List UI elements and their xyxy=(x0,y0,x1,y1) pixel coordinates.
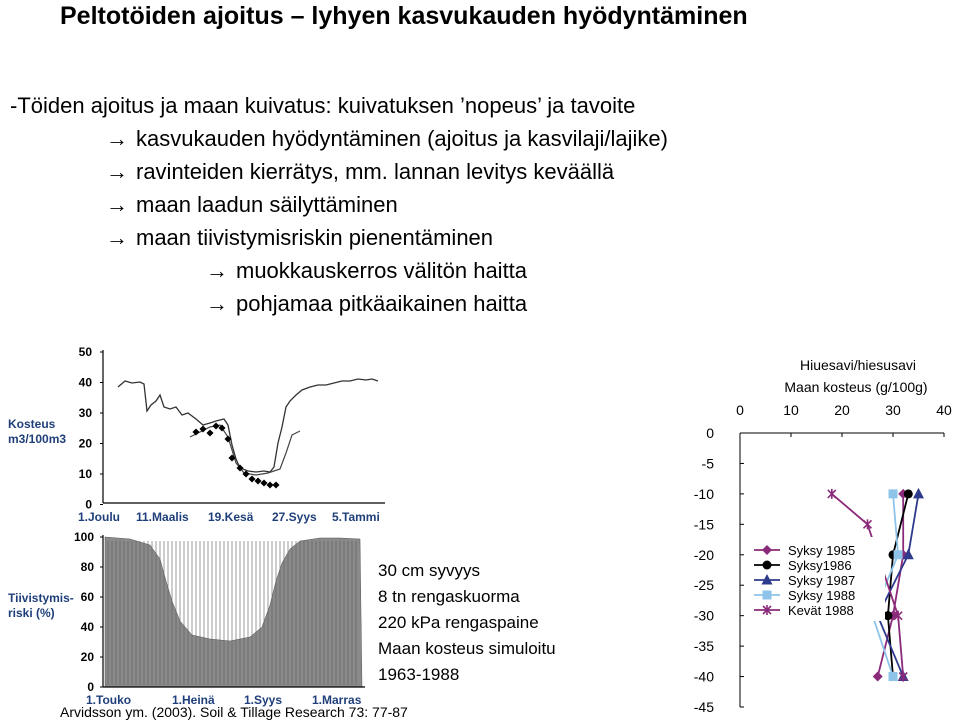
legend-label: Syksy 1985 xyxy=(788,543,856,558)
profile-chart xyxy=(670,340,960,725)
marker-triangle xyxy=(913,488,924,499)
bullet-item xyxy=(106,155,614,188)
y-tick-label: -15 xyxy=(693,516,714,533)
marker-diamond xyxy=(873,672,883,682)
x-tick-label: 30 xyxy=(885,402,901,418)
y-tick-label: -10 xyxy=(693,485,714,502)
marker-square xyxy=(889,672,898,681)
chart-title-line-1: Hiuesavi/hiesusavi xyxy=(800,357,916,373)
moisture-dot xyxy=(206,429,213,436)
bullet-item xyxy=(106,188,398,221)
risk-ylabel-1: Tiivistymis- xyxy=(8,591,74,605)
legend-label: Syksy 1988 xyxy=(788,588,856,603)
moisture-x-tick: 11.Maalis xyxy=(136,510,189,524)
moisture-y-tick: 30 xyxy=(78,406,92,420)
risk-y-tick: 0 xyxy=(87,680,94,694)
risk-y-tick: 20 xyxy=(80,650,94,664)
legend-label: Syksy 1987 xyxy=(788,573,856,588)
risk-x-tick: 1.Touko xyxy=(86,693,132,707)
moisture-chart xyxy=(8,345,385,524)
marker-square xyxy=(889,489,898,498)
moisture-dot xyxy=(272,481,279,488)
bullet-item xyxy=(206,287,527,320)
arrow-right-icon: → xyxy=(206,258,228,283)
arrow-right-icon: → xyxy=(106,159,128,184)
moisture-dot xyxy=(248,475,255,482)
bullet-item xyxy=(10,89,635,122)
marker-square xyxy=(894,550,903,559)
bullet-text: muokkauskerros välitön haitta xyxy=(236,258,528,283)
moisture-x-tick: 1.Joulu xyxy=(78,510,121,524)
arrow-right-icon: → xyxy=(106,192,128,217)
bullet-text: maan tiivistymisriskin pienentäminen xyxy=(136,225,494,250)
moisture-y-tick: 10 xyxy=(78,467,92,481)
risk-y-tick: 100 xyxy=(73,530,94,544)
bullet-text: kasvukauden hyödyntäminen (ajoitus ja kasvilaji/lajike) xyxy=(136,126,668,151)
marker-circle xyxy=(904,489,913,498)
moisture-dot xyxy=(192,428,199,435)
x-tick-label: 20 xyxy=(834,402,850,418)
arrow-right-icon: → xyxy=(206,291,228,316)
marker-star xyxy=(864,519,872,529)
moisture-line-measured xyxy=(118,379,378,472)
legend-label: Kevät 1988 xyxy=(788,603,854,618)
y-tick-label: -40 xyxy=(693,668,714,685)
moisture-x-tick: 5.Tammi xyxy=(332,510,380,524)
moisture-y-tick: 50 xyxy=(78,345,92,359)
bullet-text: ravinteiden kierrätys, mm. lannan levitys keväällä xyxy=(136,159,615,184)
moisture-ylabel-1: Kosteus xyxy=(8,417,56,431)
y-tick-label: -20 xyxy=(693,546,714,563)
moisture-y-tick: 20 xyxy=(78,436,92,451)
bullet-item xyxy=(106,122,668,155)
risk-x-tick: 1.Marras xyxy=(312,693,362,707)
risk-y-tick: 60 xyxy=(80,590,94,604)
moisture-dot xyxy=(212,422,219,429)
legend-label: Syksy1986 xyxy=(788,558,852,573)
bullet-item xyxy=(206,254,527,287)
moisture-dot xyxy=(260,479,267,486)
y-tick-label: -25 xyxy=(693,577,714,594)
risk-x-tick: 1.Heinä xyxy=(172,693,215,707)
y-tick-label: -5 xyxy=(701,455,714,472)
x-tick-label: 0 xyxy=(736,402,744,418)
citation: Arvidsson ym. (2003). Soil & Tillage Research 73: 77-87 xyxy=(60,704,408,720)
x-tick-label: 40 xyxy=(936,402,952,418)
marker-circle xyxy=(763,561,772,570)
marker-square xyxy=(763,591,772,600)
marker-star xyxy=(828,489,836,499)
moisture-x-tick: 27.Syys xyxy=(272,510,317,524)
moisture-ylabel-2: m3/100m3 xyxy=(8,432,67,446)
moisture-x-tick: 19.Kesä xyxy=(208,510,254,524)
risk-chart xyxy=(8,530,365,707)
moisture-y-tick: 40 xyxy=(78,375,92,390)
risk-x-tick: 1.Syys xyxy=(244,693,283,707)
moisture-line-simulated xyxy=(190,425,300,475)
simulation-info: 30 cm syvyys 8 tn rengaskuorma 220 kPa rengaspaine Maan kosteus simuloitu 1963-1988 xyxy=(378,561,556,684)
y-tick-label: -35 xyxy=(693,638,714,655)
bullet-text: maan laadun säilyttäminen xyxy=(136,192,398,217)
moisture-dot xyxy=(254,477,261,484)
arrow-right-icon: → xyxy=(106,225,128,250)
risk-y-tick: 80 xyxy=(80,560,94,574)
bullet-text: -Töiden ajoitus ja maan kuivatus: kuivatuksen ’nopeus’ ja tavoite xyxy=(10,93,636,118)
y-tick-label: -30 xyxy=(693,607,714,624)
bullet-item xyxy=(106,221,493,254)
y-tick-label: 0 xyxy=(706,425,714,441)
bullet-text: pohjamaa pitkäaikainen haitta xyxy=(236,291,528,316)
risk-ylabel-2: riski (%) xyxy=(8,606,55,620)
risk-y-tick: 40 xyxy=(80,620,94,634)
y-tick-label: -45 xyxy=(693,699,714,715)
moisture-y-tick: 0 xyxy=(85,497,92,512)
x-tick-label: 10 xyxy=(783,402,799,418)
arrow-right-icon: → xyxy=(106,126,128,151)
chart-title-line-2: Maan kosteus (g/100g) xyxy=(784,379,928,395)
slide-title: Peltotöiden ajoitus – lyhyen kasvukauden hyödyntäminen xyxy=(60,2,748,30)
